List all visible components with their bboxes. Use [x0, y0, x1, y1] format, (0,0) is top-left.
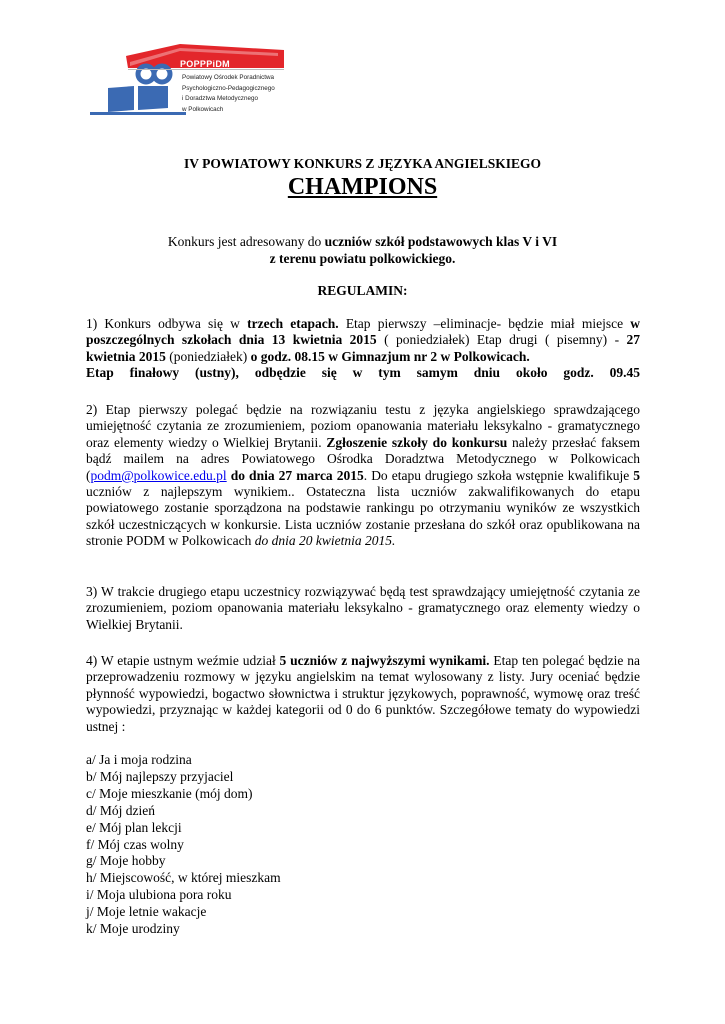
list-item: f/ Mój czas wolny: [86, 836, 184, 852]
contest-title: CHAMPIONS: [287, 174, 438, 200]
rule-paragraph-1: 1) Konkurs odbywa się w trzech etapach. Etap pierwszy –eliminacje- będzie miał miejsce w poszczególnych szkołach dnia 13 kwietnia 2015 ( poniedziałek) Etap drugi ( pisemny) - 27 kwietnia 2015 (poniedziałek) o godz. 08.15 w Gimnazjum nr 2 w Polkowicach. Etap finałowy (ustny), odbędzie się w tym samym dniu około godz. 09.45: [86, 316, 641, 381]
list-item: j/ Moje letnie wakacje: [86, 904, 207, 920]
contest-subtitle: IV POWIATOWY KONKURS Z JĘZYKA ANGIELSKIEGO: [184, 156, 541, 171]
list-item: b/ Mój najlepszy przyjaciel: [86, 768, 234, 784]
regulamin-heading: REGULAMIN:: [317, 283, 408, 298]
list-item: k/ Moje urodziny: [86, 921, 180, 937]
rule-paragraph-3: 3) W trakcie drugiego etapu uczestnicy rozwiązywać będą test sprawdzający umiejętność czytania ze zrozumieniem, poziom opanowania materiału leksykalno - gramatycznego oraz elementy wiedzy o Wielkiej Brytanii.: [86, 584, 640, 632]
open-book-shape: [108, 86, 168, 112]
intro-text: Konkurs jest adresowany do uczniów szkół podstawowych klas V i VI z terenu powiatu polkowickiego.: [167, 234, 558, 266]
rule-paragraph-4: 4) W etapie ustnym weźmie udział 5 uczniów z najwyższymi wynikami. Etap ten polegać będzie na przeprowadzeniu rozmowy w języku angielskim na temat wylosowany z listy. Jury oceniać będzie płynność wypowiedzi, bogactwo słownictwa i struktur językowych, poprawność, wymowę oraz treść wypowiedzi, przyznając w każdej kategorii od 0 do 6 punktów. Szczegółowe tematy do wypowiedzi ustnej :: [86, 653, 640, 734]
list-item: g/ Moje hobby: [86, 853, 166, 869]
list-item: i/ Moja ulubiona pora roku: [86, 887, 232, 903]
topics-list: [86, 752, 281, 938]
list-item: h/ Miejscowość, w której mieszkam: [86, 870, 281, 886]
list-item: e/ Mój plan lekcji: [86, 819, 182, 835]
list-item: d/ Mój dzień: [86, 802, 155, 818]
figure-head-right: [154, 66, 170, 82]
list-item: c/ Moje mieszkanie (mój dom): [86, 785, 253, 801]
rule-paragraph-2: 2) Etap pierwszy polegać będzie na rozwiązaniu testu z języka angielskiego sprawdzającego umiejętność czytania ze zrozumieniem, poziom opanowania materiału leksykalno - gramatycznego oraz elementy wiedzy o Wielkiej Brytanii. Zgłoszenie szkoły do konkursu należy przesłać faksem bądź mailem na adres Powiatowego Ośrodka Doradztwa Metodycznego w Polkowicach (podm@polkowice.edu.pl do dnia 27 marca 2015. Do etapu drugiego szkoła wstępnie kwalifikuje 5 uczniów z najlepszym wynikiem.. Ostateczna lista uczniów zakwalifikowanych do etapu powiatowego zostanie sporządzona na podstawie rankingu po otrzymaniu wyników ze wszystkich szkół uczestniczących w konkursie. Lista uczniów zostanie przesłana do szkół oraz opublikowana na stronie PODM w Polkowicach do dnia 20 kwietnia 2015.: [86, 402, 640, 549]
list-item: a/ Ja i moja rodzina: [86, 752, 192, 767]
logo-brand: POPPPiDM: [180, 59, 230, 69]
email-link[interactable]: podm@polkowice.edu.pl: [90, 467, 227, 483]
logo-text: Powiatowy Ośrodek Poradnictwa Psychologiczno-Pedagogicznego i Doradztwa Metodycznego w Polkowicach: [182, 74, 275, 113]
